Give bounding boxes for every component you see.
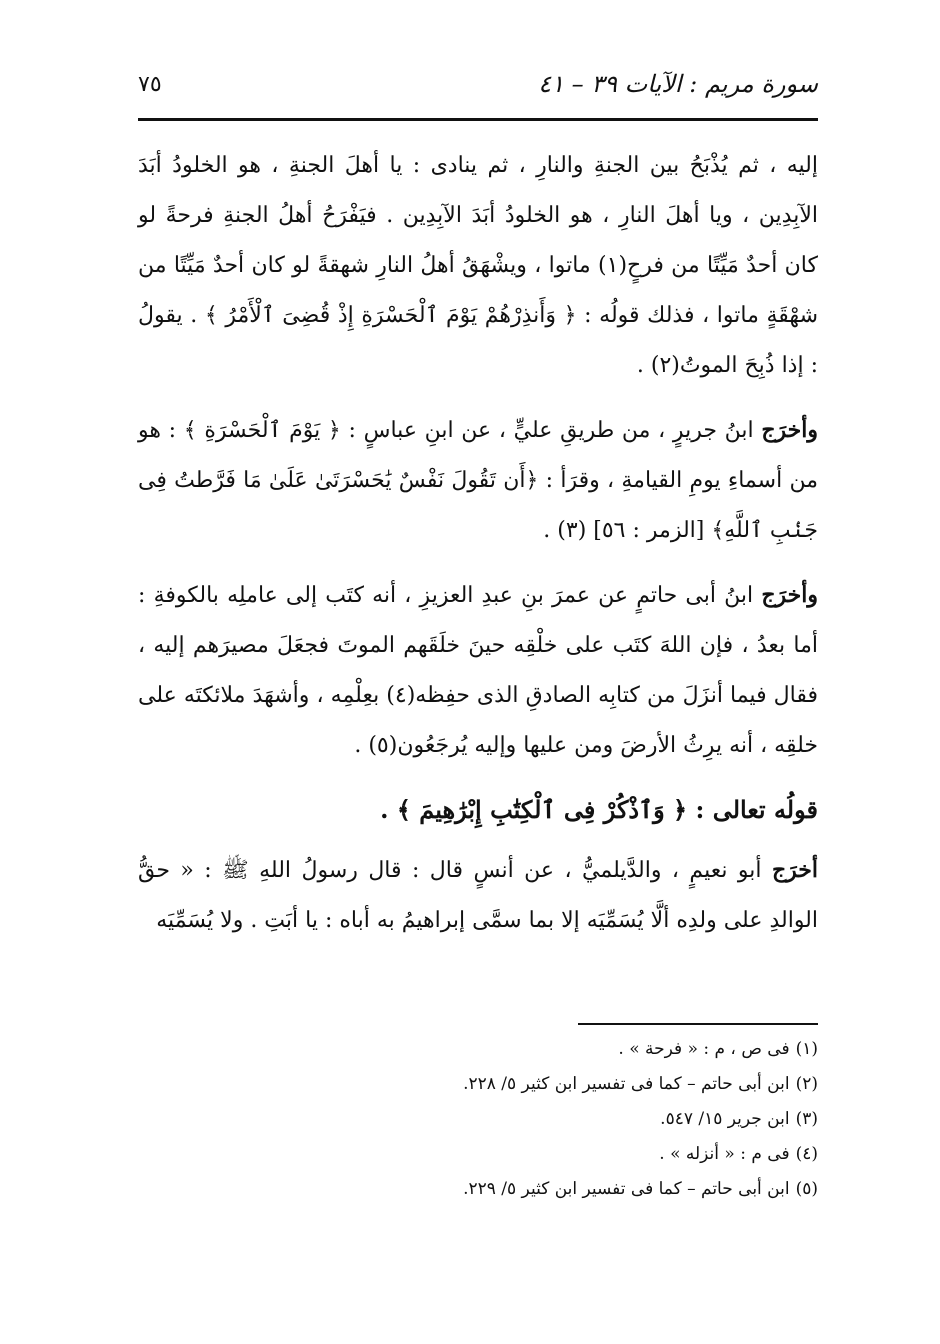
page-header (138, 66, 818, 116)
paragraph-text: ابنُ جريرٍ ، من طريقِ عليٍّ ، عن ابنِ عباسٍ : ﴿ يَوْمَ ٱلْحَسْرَةِ ﴾ : هو من أسماءِ يومِ القيامةِ ، وقرَأ : ﴿أَن تَقُولَ نَفْسٌ يَٰحَسْرَتَىٰ عَلَىٰ مَا فَرَّطتُ فِى جَنۢبِ ٱللَّهِ﴾ [الزمر : ٥٦] (٣) . (138, 418, 818, 543)
header-rule (138, 118, 818, 121)
main-text (138, 140, 818, 954)
verse-heading (138, 785, 818, 835)
heading-lead: قولُه تعالى : (695, 795, 818, 824)
paragraph-4 (138, 845, 818, 946)
footnote-rule (578, 1023, 818, 1025)
paragraph-lead: وأخرَج (761, 582, 818, 608)
heading-verse: ﴿ وَٱذْكُرْ فِى ٱلْكِتَٰبِ إِبْرَٰهِيمَ ﴾ . (380, 795, 696, 824)
footnote-text: فى م : « أنزله » . (659, 1144, 790, 1164)
footnote-number: (١) (795, 1039, 818, 1059)
footnote-number: (٢) (795, 1074, 818, 1094)
paragraph-1 (138, 140, 818, 391)
footnote-text: فى ص ، م : « فرحة » . (618, 1039, 790, 1059)
paragraph-3 (138, 570, 818, 771)
footnote-number: (٣) (795, 1109, 818, 1129)
footnotes (138, 1032, 818, 1207)
footnote-2 (138, 1067, 818, 1102)
footnote-number: (٥) (795, 1179, 818, 1199)
footnote-number: (٤) (795, 1144, 818, 1164)
paragraph-lead: أخرَج (771, 857, 818, 883)
paragraph-text: إليه ، ثم يُذْبَحُ بين الجنةِ والنارِ ، ثم ينادى : يا أهلَ الجنةِ ، هو الخلودُ أبَدَ الآبِدِين ، ويا أهلَ النارِ ، هو الخلودُ أبَدَ الآبِدِين . فيَفْرَحُ أهلُ الجنةِ فرحةً لو كان أحدٌ مَيِّتًا من فرحٍ(١) ماتوا ، ويشْهَقُ أهلُ النارِ شهقةً لو كان أحدٌ مَيِّتًا من شهْقَةٍ ماتوا ، فذلك قولُه : ﴿ وَأَنذِرْهُمْ يَوْمَ ٱلْحَسْرَةِ إِذْ قُضِىَ ٱلْأَمْرُ ﴾ . يقولُ : إذا ذُبِحَ الموتُ(٢) . (138, 153, 818, 378)
page-number: ٧٥ (138, 72, 162, 97)
paragraph-2 (138, 405, 818, 556)
paragraph-text: ابنُ أبى حاتمٍ عن عمرَ بنِ عبدِ العزيزِ ، أنه كتَب إلى عاملِه بالكوفةِ : أما بعدُ ، فإن اللهَ كتَب على خلْقِه حينَ خلَقَهم الموتَ فجعَلَ مصيرَهم إليه ، فقال فيما أنزَلَ من كتابِه الصادقِ الذى حفِظه(٤) بعِلْمِه ، وأشهَدَ ملائكتَه على خلقِه ، أنه يرِثُ الأرضَ ومن عليها وإليه يُرجَعُون(٥) . (138, 583, 819, 758)
footnote-text: ابن أبى حاتم – كما فى تفسير ابن كثير ٥/ ٢٢٨. (463, 1074, 790, 1094)
footnote-3 (138, 1102, 818, 1137)
footnote-text: ابن أبى حاتم – كما فى تفسير ابن كثير ٥/ ٢٢٩. (463, 1179, 790, 1199)
footnote-1 (138, 1032, 818, 1067)
footnote-4 (138, 1137, 818, 1172)
paragraph-lead: وأخرَج (761, 417, 818, 443)
footnote-5 (138, 1172, 818, 1207)
running-title: سورة مريم : الآيات ٣٩ – ٤١ (538, 70, 818, 98)
paragraph-text: أبو نعيمٍ ، والدَّيلميُّ ، عن أنسٍ قال : قال رسولُ اللهِ ﷺ : « حقُّ الوالدِ على ولدِه ألَّا يُسَمِّيَه إلا بما سمَّى إبراهيمُ به أباه : يا أبَتِ . ولا يُسَمِّيَه (138, 858, 818, 933)
footnote-text: ابن جرير ١٥/ ٥٤٧. (660, 1109, 790, 1129)
